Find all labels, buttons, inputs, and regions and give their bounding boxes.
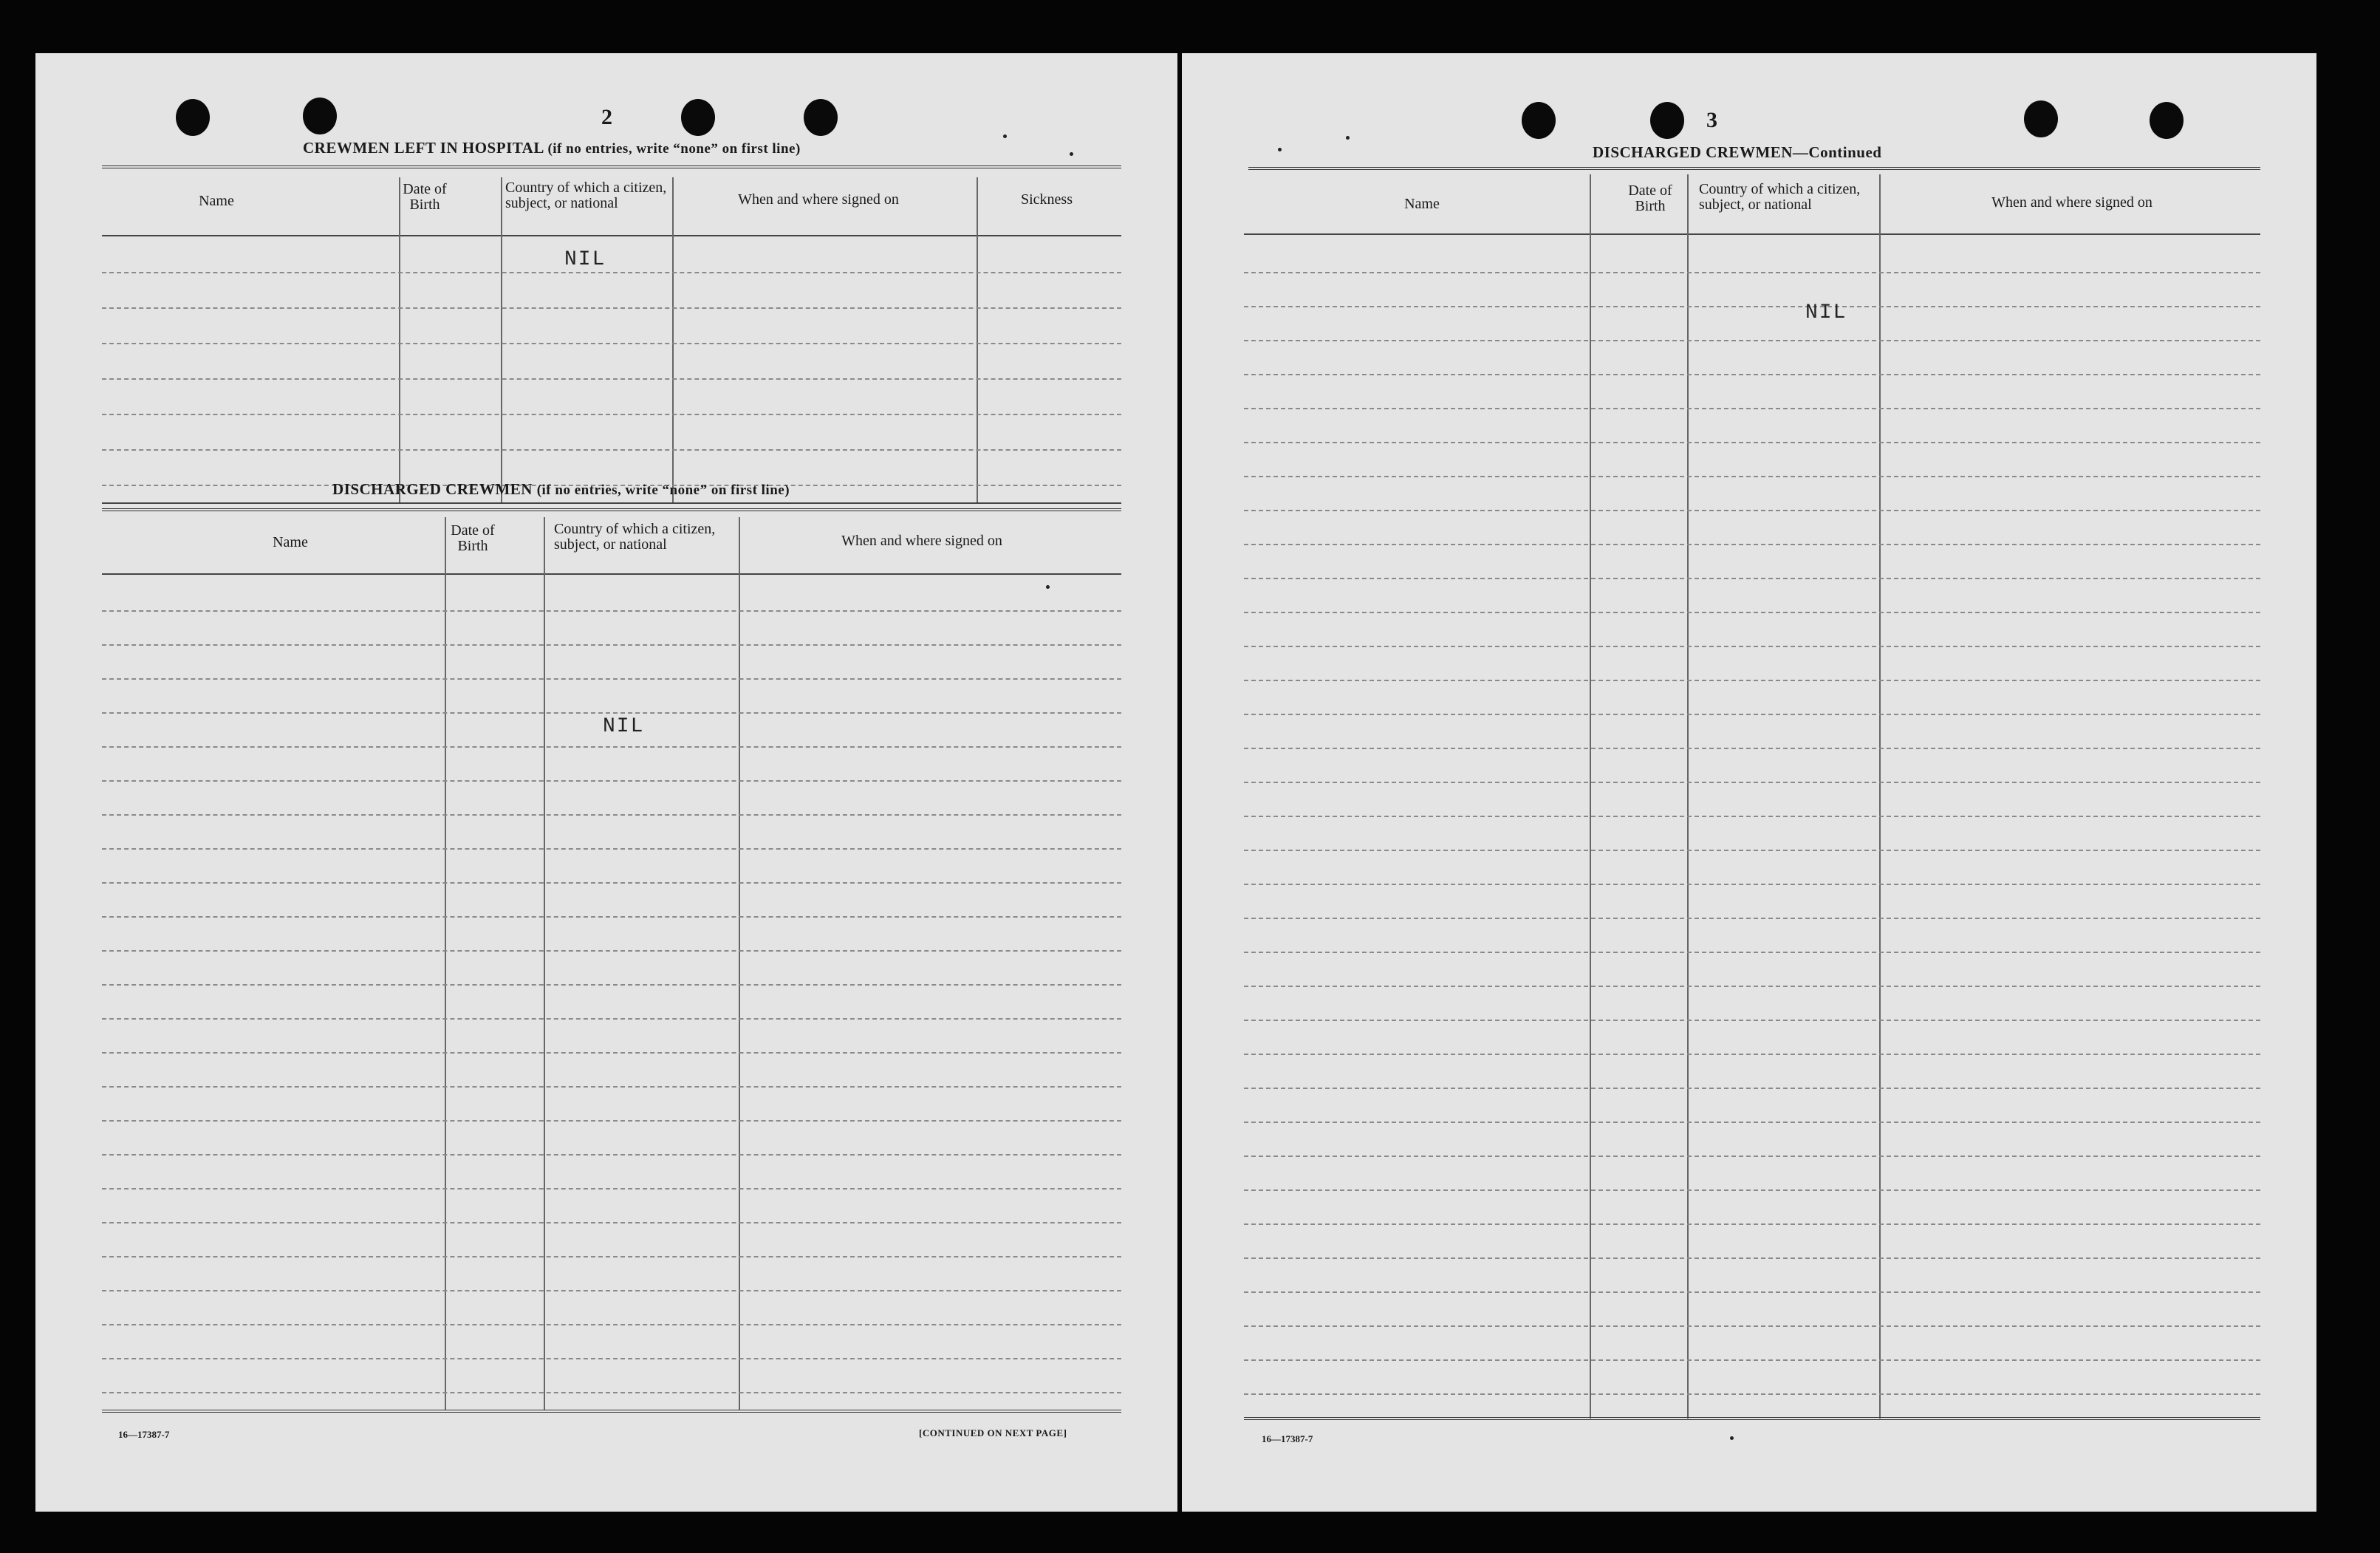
entry-line xyxy=(102,746,1121,748)
hospital-title-note: (if no entries, write “none” on first line) xyxy=(547,141,801,157)
entry-line xyxy=(1244,510,2260,511)
entry-line xyxy=(1244,408,2260,409)
entry-line xyxy=(102,1188,1121,1190)
entry-line xyxy=(1244,1223,2260,1225)
entry-line xyxy=(1244,612,2260,613)
col-header-country: Country of which a citizen, subject, or national xyxy=(554,521,716,553)
speck xyxy=(1046,585,1050,589)
entry-line xyxy=(1244,578,2260,579)
entry-line xyxy=(1244,544,2260,545)
punch-hole xyxy=(681,99,715,136)
punch-hole xyxy=(804,99,838,136)
column-divider xyxy=(977,177,978,502)
col-header-dob: Date of Birth xyxy=(1628,182,1672,214)
col-header-signed-on: When and where signed on xyxy=(738,191,899,208)
form-number: 16—17387-7 xyxy=(1262,1433,1313,1444)
right-page xyxy=(1182,53,2316,1512)
speck xyxy=(1070,152,1073,156)
column-divider xyxy=(501,177,502,502)
column-divider xyxy=(445,517,446,1410)
entry-line xyxy=(102,1358,1121,1359)
col-header-signed-on: When and where signed on xyxy=(1991,194,2152,211)
column-divider xyxy=(544,517,545,1410)
entry-line xyxy=(1244,680,2260,681)
discharged-title-note: (if no entries, write “none” on first line) xyxy=(536,482,790,498)
header-rule xyxy=(102,235,1121,236)
entry-line xyxy=(102,1256,1121,1257)
entry-line xyxy=(1244,340,2260,341)
table-top-rule xyxy=(102,508,1121,511)
page-number: 2 xyxy=(601,105,612,129)
entry-line xyxy=(1244,442,2260,443)
table-top-rule xyxy=(102,165,1121,168)
entry-line xyxy=(1244,1054,2260,1055)
entry-line xyxy=(102,848,1121,850)
entry-line xyxy=(102,272,1121,273)
entry-line xyxy=(102,1120,1121,1122)
entry-line xyxy=(1244,884,2260,885)
hospital-entry-text: NIL xyxy=(564,248,606,271)
col-header-sickness: Sickness xyxy=(1021,191,1073,208)
entry-line xyxy=(102,1052,1121,1054)
entry-line xyxy=(102,712,1121,714)
column-divider xyxy=(1590,174,1591,1419)
entry-line xyxy=(102,644,1121,646)
entry-line xyxy=(1244,1020,2260,1021)
entry-line xyxy=(102,1154,1121,1156)
entry-line xyxy=(102,610,1121,612)
entry-line xyxy=(102,678,1121,680)
entry-line xyxy=(1244,952,2260,953)
header-rule xyxy=(102,573,1121,575)
col-header-signed-on: When and where signed on xyxy=(841,533,1002,549)
speck xyxy=(1278,148,1282,151)
form-number: 16—17387-7 xyxy=(118,1429,170,1440)
entry-line xyxy=(102,449,1121,451)
speck xyxy=(1730,1436,1734,1440)
speck xyxy=(1003,134,1007,138)
entry-line xyxy=(102,378,1121,380)
speck xyxy=(1346,136,1350,140)
punch-hole xyxy=(2024,100,2058,137)
column-divider xyxy=(1879,174,1881,1419)
table-top-rule xyxy=(1248,167,2260,170)
entry-line xyxy=(1244,1291,2260,1293)
entry-line xyxy=(102,780,1121,782)
entry-line xyxy=(1244,714,2260,715)
entry-line xyxy=(102,984,1121,986)
discharged-continued-entry-text: NIL xyxy=(1805,301,1847,324)
col-header-name: Name xyxy=(199,193,234,209)
col-header-country: Country of which a citizen, subject, or national xyxy=(505,180,667,211)
discharged-section-title xyxy=(332,480,790,499)
entry-line xyxy=(102,414,1121,415)
entry-line xyxy=(1244,1122,2260,1123)
punch-hole xyxy=(1650,102,1684,139)
entry-line xyxy=(1244,918,2260,919)
entry-line xyxy=(102,916,1121,918)
left-page xyxy=(35,53,1177,1512)
entry-line xyxy=(102,307,1121,309)
entry-line xyxy=(1244,1088,2260,1089)
entry-line xyxy=(1244,476,2260,477)
table-bottom-rule xyxy=(102,502,1121,504)
entry-line xyxy=(102,343,1121,344)
col-header-dob: Date of Birth xyxy=(451,522,495,554)
entry-line xyxy=(102,1086,1121,1088)
table-bottom-rule xyxy=(102,1410,1121,1413)
entry-line xyxy=(1244,646,2260,647)
entry-line xyxy=(1244,1359,2260,1361)
discharged-entry-text: NIL xyxy=(603,715,645,738)
column-divider xyxy=(1687,174,1689,1419)
entry-line xyxy=(1244,306,2260,307)
entry-line xyxy=(102,1392,1121,1393)
page-number: 3 xyxy=(1706,108,1717,132)
entry-line xyxy=(1244,1393,2260,1395)
entry-line xyxy=(102,1222,1121,1223)
hospital-section-title xyxy=(303,139,801,157)
entry-line xyxy=(1244,748,2260,749)
entry-line xyxy=(102,1290,1121,1291)
punch-hole xyxy=(176,99,210,136)
entry-line xyxy=(102,1018,1121,1020)
hospital-title-text: CREWMEN LEFT IN HOSPITAL xyxy=(303,139,544,157)
punch-hole xyxy=(303,98,337,134)
entry-line xyxy=(1244,1257,2260,1259)
entry-line xyxy=(1244,986,2260,987)
column-divider xyxy=(672,177,674,502)
continued-notice: [CONTINUED ON NEXT PAGE] xyxy=(919,1427,1067,1438)
column-divider xyxy=(739,517,740,1410)
entry-line xyxy=(102,814,1121,816)
entry-line xyxy=(1244,850,2260,851)
entry-line xyxy=(1244,1156,2260,1157)
entry-line xyxy=(1244,816,2260,817)
table-bottom-rule xyxy=(1244,1417,2260,1420)
discharged-continued-title: DISCHARGED CREWMEN—Continued xyxy=(1593,143,1882,161)
punch-hole xyxy=(2150,102,2184,139)
entry-line xyxy=(1244,1325,2260,1327)
entry-line xyxy=(102,950,1121,952)
entry-line xyxy=(1244,272,2260,273)
col-header-name: Name xyxy=(1404,196,1440,212)
col-header-name: Name xyxy=(273,534,308,550)
entry-line xyxy=(102,1324,1121,1325)
entry-line xyxy=(1244,782,2260,783)
entry-line xyxy=(1244,374,2260,375)
discharged-title-text: DISCHARGED CREWMEN xyxy=(332,480,533,498)
entry-line xyxy=(1244,1190,2260,1191)
column-divider xyxy=(399,177,400,502)
col-header-country: Country of which a citizen, subject, or national xyxy=(1699,181,1861,213)
header-rule xyxy=(1244,233,2260,235)
entry-line xyxy=(102,882,1121,884)
col-header-dob: Date of Birth xyxy=(403,181,447,213)
punch-hole xyxy=(1522,102,1556,139)
